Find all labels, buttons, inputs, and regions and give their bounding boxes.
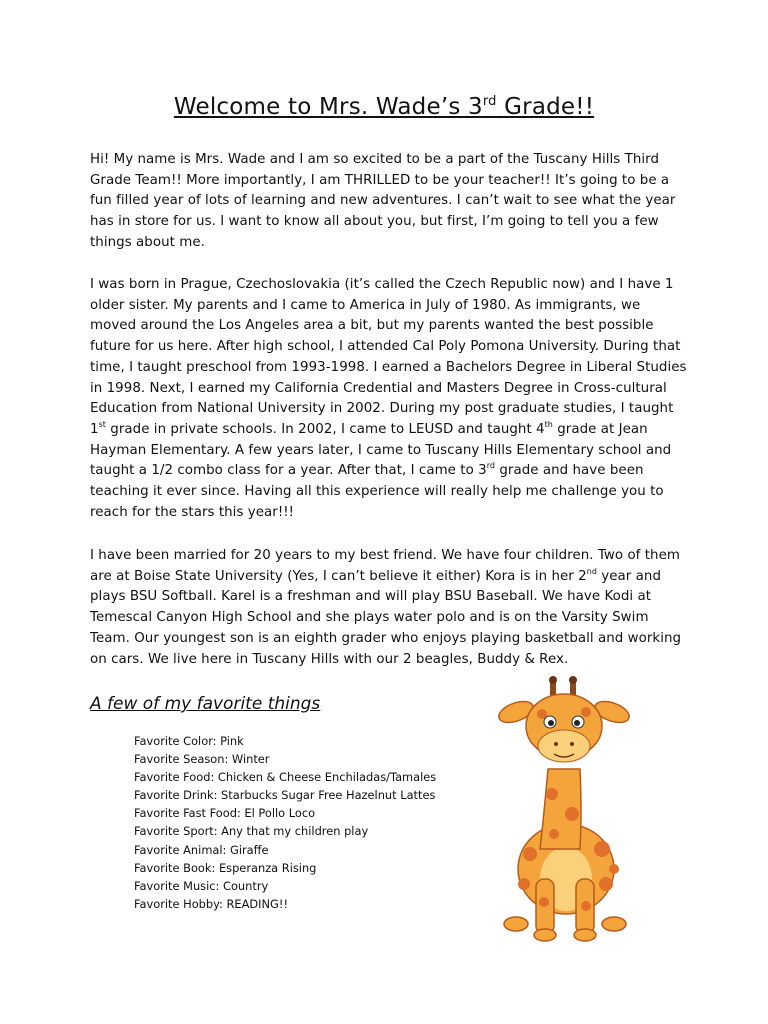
family-text-1: I have been married for 20 years to my best friend. We have four children. Two of them are at Boise State University (Yes, I can’t believe it either) Kora is in her 2 [90,548,680,584]
intro-paragraph-text: Hi! My name is Mrs. Wade and I am so excited to be a part of the Tuscany Hills Third Grade Team!! More importantly, I am THRILLED to be your teacher!! It’s going to be a fun filled year of lots of learning and new adventures. I can’t wait to see what the year has in store for us. I want to know all about you, but first, I’m going to tell you a few things about me. [90,152,676,250]
page-title [0,92,768,122]
background-sup-1: st [98,419,106,429]
background-text-2: grade in private schools. In 2002, I came to LEUSD and taught 4 [105,421,545,437]
intro-paragraph [90,150,690,254]
favorite-hobby-item: Favorite Hobby: READING!! [134,896,289,911]
background-text-4: grade and have been teaching it ever since. Having all this experience will really help me challenge you to reach for the stars this year!!! [90,463,664,520]
background-sup-2: th [544,419,553,429]
favorite-season-item: Favorite Season: Winter [134,752,270,767]
background-paragraph [90,275,690,523]
title-text: Welcome to Mrs. Wade’s 3 [173,94,483,120]
favorites-list [134,732,494,913]
background-sup-3: rd [486,461,496,471]
title-end: Grade!! [496,94,595,120]
favorite-music-item: Favorite Music: Country [134,878,269,893]
title-superscript: rd [482,94,497,109]
favorite-drink-item: Favorite Drink: Starbucks Sugar Free Hazelnut Lattes [134,788,436,803]
favorite-color-item: Favorite Color: Pink [134,734,244,748]
background-text-1: I was born in Prague, Czechoslovakia (it’s called the Czech Republic now) and I have 1 older sister. My parents and I came to America in July of 1980. As immigrants, we moved around the Los Angeles area a bit, but my parents wanted the best possible future for us here. After high school, I attended Cal Poly Pomona University. During that time, I taught preschool from 1993-1998. I earned a Bachelors Degree in Liberal Studies in 1998. Next, I earned my California Credential and Masters Degree in Cross-cultural Education from National University in 2002. During my post graduate studies, I taught 1 [90,277,687,437]
background-text-3: grade at Jean Hayman Elementary. A few years later, I came to Tuscany Hills Elementary school and taught a 1/2 combo class for a year. After that, I came to 3 [90,421,672,479]
favorite-sport-item: Favorite Sport: Any that my children play [134,824,369,839]
favorites-heading: A few of my favorite things [90,694,321,714]
favorite-fast-food-item: Favorite Fast Food: El Pollo Loco [134,806,316,821]
favorite-food-item: Favorite Food: Chicken & Cheese Enchiladas/Tamales [134,770,437,785]
family-text-2: year and plays BSU Softball. Karel is a freshman and will play BSU Baseball. We have Kodi at Temescal Canyon High School and she plays water polo and is on the Varsity Swim Team. Our youngest son is an eighth grader who enjoys playing basketball and working on cars. We live here in Tuscany Hills with our 2 beagles, Buddy & Rex. [90,568,682,667]
giraffe-illustration [494,674,634,944]
favorite-book-item: Favorite Book: Esperanza Rising [134,860,317,875]
family-paragraph [90,546,690,670]
family-sup-1: nd [586,566,597,576]
favorite-animal-item: Favorite Animal: Giraffe [134,842,269,857]
